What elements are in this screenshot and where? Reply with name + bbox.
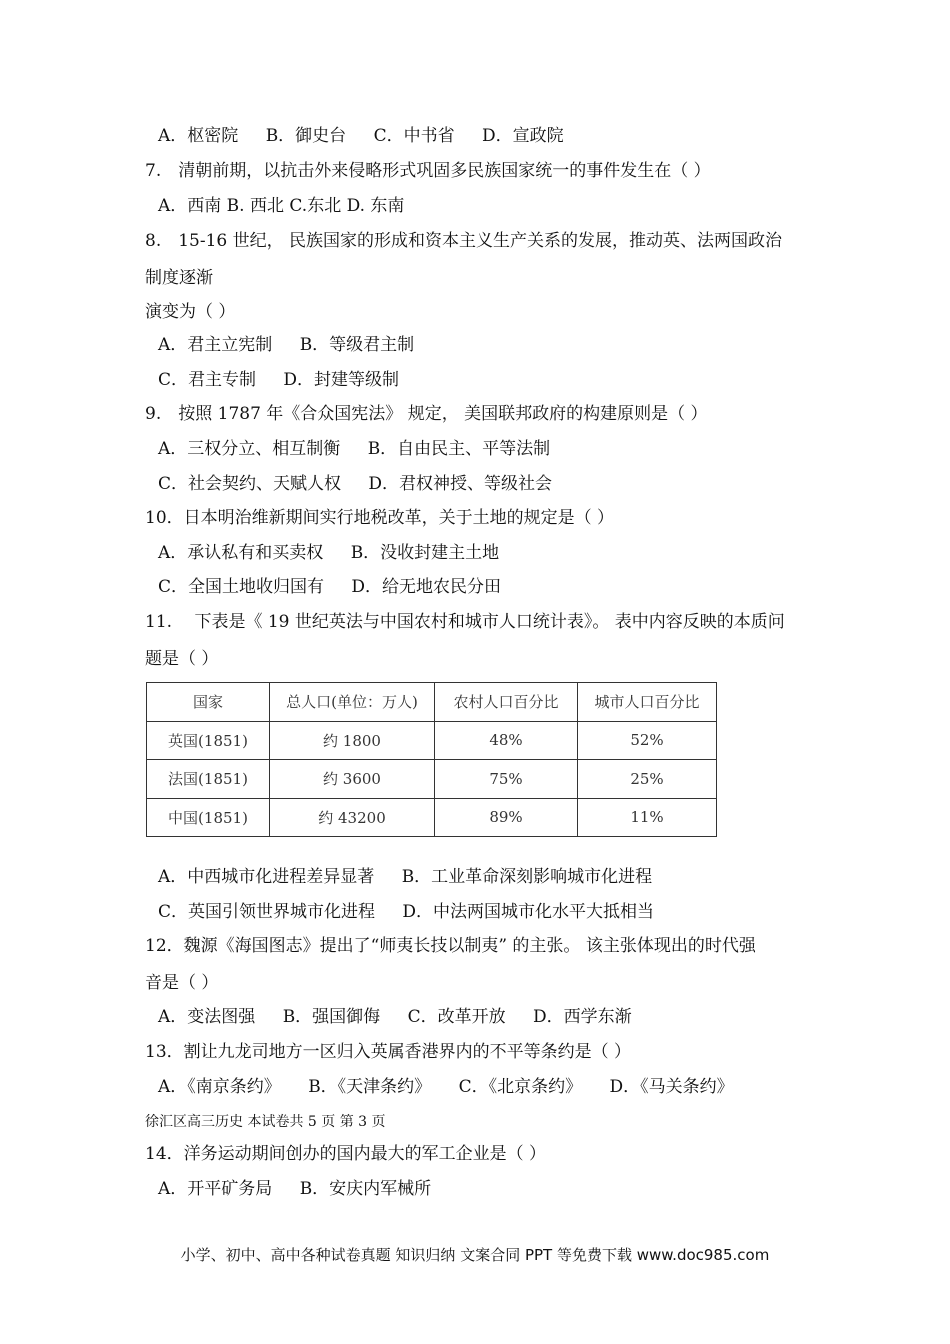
q6-option-c: C．中书省: [373, 126, 455, 146]
q8-option-d: D．封建等级制: [283, 370, 400, 390]
q10-option-c: C．全国土地收归国有: [158, 577, 325, 597]
q9-option-a: A．三权分立、相互制衡: [158, 439, 341, 459]
q8-options-row1: [158, 334, 414, 356]
q11-option-d: D．中法两国城市化水平大抵相当: [402, 902, 655, 922]
q14-options: [158, 1178, 431, 1200]
q6-option-b: B．御史台: [265, 126, 347, 146]
table-row: [147, 760, 717, 799]
q8-option-a: A．君主立宪制: [158, 335, 273, 355]
table-header: 总人口(单位：万人): [270, 683, 435, 722]
q10-options-row2: [158, 576, 501, 598]
q10-options-row1: [158, 542, 499, 564]
table-cell: 48%: [435, 721, 578, 760]
table-header: 农村人口百分比: [435, 683, 578, 722]
q12-option-b: B．强国御侮: [282, 1007, 381, 1027]
q14-stem: 14．洋务运动期间创办的国内最大的军工企业是（ ）: [145, 1144, 547, 1164]
table-cell: 75%: [435, 760, 578, 799]
q12-options: [158, 1006, 632, 1028]
q11-stem-line2: 题是（ ）: [145, 649, 219, 669]
q8-option-b: B．等级君主制: [299, 335, 415, 355]
q9-option-b: B．自由民主、平等法制: [367, 439, 551, 459]
table-row: [147, 798, 717, 837]
q12-option-d: D．西学东渐: [533, 1007, 632, 1027]
table-row: [147, 721, 717, 760]
table-cell: 89%: [435, 798, 578, 837]
q11-options-row2: [158, 901, 654, 923]
table-header-row: [147, 683, 717, 722]
table-cell: 法国(1851): [147, 760, 270, 799]
q9-option-c: C．社会契约、天赋人权: [158, 474, 342, 494]
q6-options: [158, 125, 564, 147]
q13-option-d: D．《马关条约》: [609, 1077, 734, 1097]
table-cell: 英国(1851): [147, 721, 270, 760]
q14-option-b: B．安庆内军械所: [299, 1179, 432, 1199]
q8-stem-line1: 8. 15-16 世纪， 民族国家的形成和资本主义生产关系的发展，推动英、法两国政治: [145, 231, 783, 251]
download-banner: 小学、初中、高中各种试卷真题 知识归纳 文案合同 PPT 等免费下载 www.doc985.com: [180, 1246, 770, 1264]
q13-stem: 13．割让九龙司地方一区归入英属香港界内的不平等条约是（ ）: [145, 1042, 632, 1062]
q12-stem-line2: 音是（ ）: [145, 973, 219, 993]
q9-option-d: D．君权神授、等级社会: [368, 474, 553, 494]
q11-stem-line1: 11. 下表是《 19 世纪英法与中国农村和城市人口统计表》。 表中内容反映的本质问: [145, 612, 785, 632]
q7-options: A．西南 B. 西北 C.东北 D. 东南: [158, 196, 405, 216]
table-cell: 中国(1851): [147, 798, 270, 837]
q8-stem-line3: 演变为（ ）: [145, 302, 236, 322]
page-note: 徐汇区高三历史 本试卷共 5 页 第 3 页: [145, 1114, 386, 1130]
q14-option-a: A．开平矿务局: [158, 1179, 273, 1199]
population-table: [146, 682, 717, 837]
q6-option-d: D．宣政院: [482, 126, 564, 146]
q9-stem: 9. 按照 1787 年《合众国宪法》 规定， 美国联邦政府的构建原则是（ ）: [145, 404, 708, 424]
q9-options-row2: [158, 473, 552, 495]
table-cell: 25%: [578, 760, 717, 799]
q9-options-row1: [158, 438, 550, 460]
q12-option-a: A．变法图强: [158, 1007, 256, 1027]
q8-option-c: C．君主专制: [158, 370, 257, 390]
q11-options-row1: [158, 866, 652, 888]
q13-option-b: B．《天津条约》: [308, 1077, 432, 1097]
table-header: 城市人口百分比: [578, 683, 717, 722]
q8-options-row2: [158, 369, 399, 391]
table-cell: 52%: [578, 721, 717, 760]
q13-option-c: C．《北京条约》: [458, 1077, 583, 1097]
q11-option-a: A．中西城市化进程差异显著: [158, 867, 375, 887]
table-cell: 约 1800: [270, 721, 435, 760]
q10-option-d: D．给无地农民分田: [351, 577, 502, 597]
table-cell: 约 3600: [270, 760, 435, 799]
q12-option-c: C．改革开放: [407, 1007, 506, 1027]
q11-option-b: B．工业革命深刻影响城市化进程: [401, 867, 653, 887]
q12-stem-line1: 12．魏源《海国图志》提出了“师夷长技以制夷” 的主张。 该主张体现出的时代强: [145, 936, 756, 956]
q13-option-a: A．《南京条约》: [158, 1077, 281, 1097]
table-cell: 11%: [578, 798, 717, 837]
q8-stem-line2: 制度逐渐: [145, 268, 213, 288]
table-header: 国家: [147, 683, 270, 722]
table-cell: 约 43200: [270, 798, 435, 837]
q10-option-b: B．没收封建主土地: [350, 543, 500, 563]
q7-stem: 7. 清朝前期，以抗击外来侵略形式巩固多民族国家统一的事件发生在（ ）: [145, 161, 711, 181]
q10-stem: 10．日本明治维新期间实行地税改革，关于土地的规定是（ ）: [145, 508, 615, 528]
q11-option-c: C．英国引领世界城市化进程: [158, 902, 376, 922]
q6-option-a: A．枢密院: [158, 126, 239, 146]
q13-options: [158, 1076, 734, 1098]
q10-option-a: A．承认私有和买卖权: [158, 543, 324, 563]
